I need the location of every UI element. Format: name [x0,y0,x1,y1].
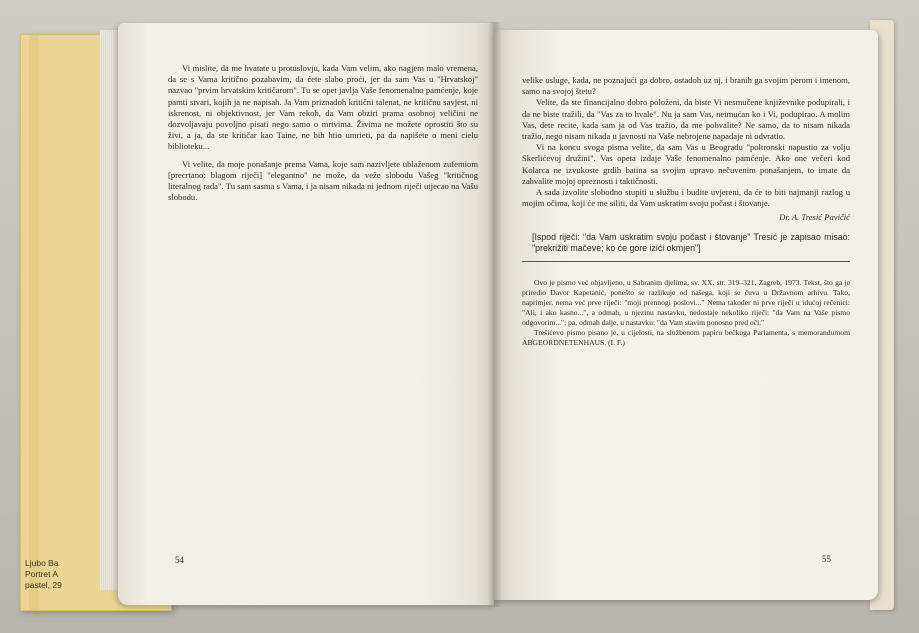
letter-signature: Dr. A. Tresić Pavičić [779,212,850,223]
footnote-paragraph: Trešićevo pismo pisano je, u cijelosti, na službenom papiru bečkoga Parlamenta, s memorandumom ABGEORDNETENHAUS. (I. F.) [522,327,850,347]
book-gutter-shadow [488,22,502,607]
cover-spine-strip [29,35,39,610]
right-paragraph: velike usluge, kada, ne poznajući ga dobro, ostadoh uz nj, i branih ga svojim perom i imenom, samo na svojoj štetu? [522,75,850,97]
right-paragraph: Vi na koncu svoga pisma velite, da sam Vas u Beogradu "poltronski napustio za volju Skerlićevoj družini". Vas opeta izdaje Vaše fenomenalno pamćenje. Ako one večeri kod Kolarca ne izvukoste grdih batina sa svojim upravo nečuvenim ponašanjem, to imate da zahvalite mojoj opreznosti i taktičnosti. [522,142,850,186]
footnote-paragraph: Ovo je pismo već objavljeno, u Sabranim djelima, sv. XX, str. 319–321, Zagreb, 1973. Tekst, što ga je priredio Davor Kapetanić, ponešto se razlikuje od našega, koji se čuva u Državnom arhivu. Tako, naprimjer, nema već prve riječi: "moji prennogi poslovi..." Nema također ni prve riječi u idućoj rečenici: "Ali, i ako kasno...", a odmah, u njezinu nastavku, nedostaje nekoliko riječi: "da Vam na Vaše pismo odgovorim..."; pa, odmah dalje, u nastavku: "da Vam stavim ponosno pred oči." [522,277,850,327]
left-paragraph: Vi mislite, da me hvatate u protuslovju, kada Vam velim, ako nagjem malo vremena, da se s Vama kritično pozabavim, da ćete slabo proći, jer da sam Vas u "Hrvatskoj" nazvao "prvim hrvatskim kritičarom". Tu se opet javlja Vaše fenomenalno pamćenje, koje pamti stvari, kojih ja ne napisah. Ja Vam priznadoh kritični talenat, ne kritičnu savjest, ni iskrenost, ni objektivnost, jer Vam rekoh, da Vam obziri prama osobnoj veličini ne dozvoljavaju povoljno pisati nego samo o mrtvima. Živima ne možete oprostiti što su živi, a ja, da ste kritičar kao Taine, ne bih htio umrieti, pa da napišete o meni cielu biblioteku... [168,63,478,152]
left-page [118,23,494,605]
footnotes [522,278,850,348]
caption-line-2: Portret A [25,569,59,579]
caption-line-3: pastel, 29 [25,580,62,590]
page-stack-edge [100,30,118,590]
right-page-number: 55 [822,554,831,564]
left-paragraph: Vi velite, da moje ponašanje prema Vama, koje sam nazivljete ublaženom zufemiom [precrtano: blagom riječi] "elegantno" ne može, da veže slobodu Vašeg "kritičnog literalnog rada". Tu sam sasma s Vama, i ja nisam nikada ni jednom riječi utjecao na Vašu slobodu. [168,158,478,203]
caption-line-1: Ljubo Ba [25,558,59,568]
left-page-number: 54 [175,555,184,565]
right-page [494,30,878,600]
right-paragraph: A sada izvolite slobodno stupiti u službu i budite uvjereni, da će to biti najmanji razlog u mojim očima, koji će me siliti, da Vam uskratim svoju počast i štovanje. [522,187,850,209]
right-paragraph: Velite, da ste financijalno dobro položeni, da biste Vi nesmučene književnike podupirali, i da ne biste tražili, da "Vas za to hvale". Nu ja sam Vas, neimućan ko i Vi, podupirao. A molim Vas, dete recite, kada sam ja od Vas tražio, da me pohvalite? Ne samo, da to nisam nikada tražio, nego nisam nikada u javnosti na Vaše nebrojene napadaje ni odvratio. [522,97,850,142]
left-page-text [168,63,478,203]
cover-caption [25,558,62,591]
right-page-text [522,75,850,348]
bracketed-quote: [Ispod riječi: "da Vam uskratim svoju počast i štovanje" Tresić je zapisao misao: "prekrižiti mačeve; ko će gore izići okmjen"] [522,232,850,262]
